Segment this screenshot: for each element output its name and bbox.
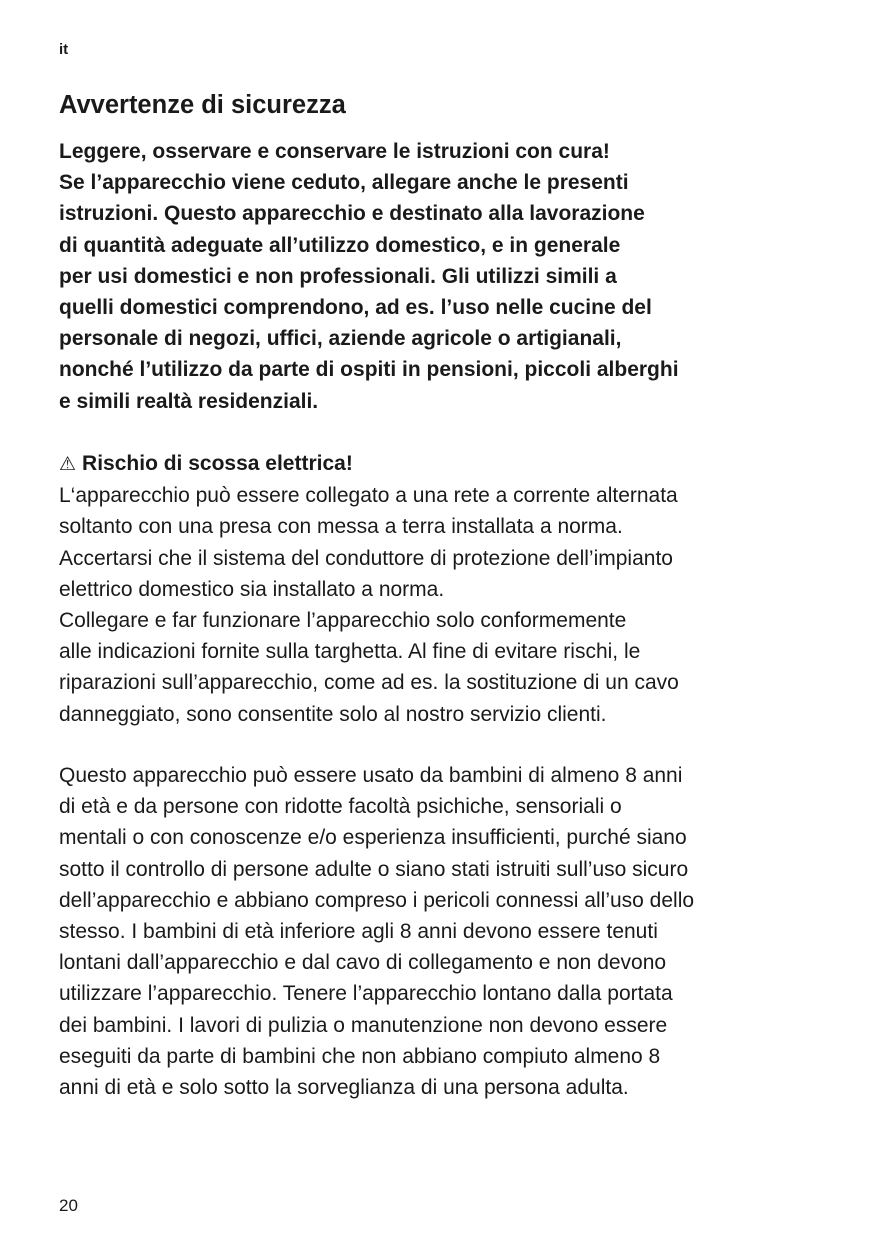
children-line: dei bambini. I lavori di pulizia o manutenzione non devono essere: [59, 1013, 668, 1037]
intro-line: per usi domestici e non professionali. Gli utilizzi simili a: [59, 264, 617, 288]
warning-triangle-icon: ⚠: [59, 453, 77, 475]
children-line: dell’apparecchio e abbiano compreso i pericoli connessi all’uso dello: [59, 888, 695, 912]
intro-line: e simili realtà residenziali.: [59, 389, 319, 413]
children-safety-paragraph: [59, 760, 849, 1103]
intro-line: istruzioni. Questo apparecchio e destinato alla lavorazione: [59, 202, 645, 226]
warning-line: L‘apparecchio può essere collegato a una rete a corrente alternata: [59, 484, 678, 508]
children-line: eseguiti da parte di bambini che non abbiano compiuto almeno 8: [59, 1044, 661, 1068]
intro-line: quelli domestici comprendono, ad es. l’uso nelle cucine del: [59, 296, 652, 320]
children-line: utilizzare l’apparecchio. Tenere l’apparecchio lontano dalla portata: [59, 982, 673, 1006]
children-line: lontani dall’apparecchio e dal cavo di collegamento e non devono: [59, 951, 667, 975]
intro-line: di quantità adeguate all’utilizzo domestico, e in generale: [59, 233, 621, 257]
page-title: Avvertenze di sicurezza: [59, 91, 346, 119]
children-line: sotto il controllo di persone adulte o siano stati istruiti sull’uso sicuro: [59, 857, 689, 881]
page-number: 20: [59, 1196, 78, 1215]
intro-line: nonché l’utilizzo da parte di ospiti in pensioni, piccoli alberghi: [59, 358, 679, 382]
children-line: stesso. I bambini di età inferiore agli 8 anni devono essere tenuti: [59, 920, 658, 944]
warning-heading-text: Rischio di scossa elettrica!: [82, 452, 353, 475]
intro-line: Se l’apparecchio viene ceduto, allegare anche le presenti: [59, 171, 629, 195]
children-line: Questo apparecchio può essere usato da bambini di almeno 8 anni: [59, 764, 683, 787]
warning-line: elettrico domestico sia installato a norma.: [59, 577, 445, 601]
intro-line: Leggere, osservare e conservare le istruzioni con cura!: [59, 140, 610, 163]
warning-heading: [59, 448, 849, 480]
language-tag: it: [59, 41, 69, 58]
warning-line: danneggiato, sono consentite solo al nostro servizio clienti.: [59, 702, 607, 726]
children-line: mentali o con conoscenze e/o esperienza insufficienti, purché siano: [59, 826, 687, 850]
electric-shock-warning-section: [59, 448, 849, 730]
warning-line: alle indicazioni fornite sulla targhetta. Al fine di evitare rischi, le: [59, 640, 641, 664]
intro-line: personale di negozi, uffici, aziende agricole o artigianali,: [59, 327, 622, 351]
children-line: anni di età e solo sotto la sorveglianza di una persona adulta.: [59, 1076, 629, 1100]
intro-paragraph: [59, 136, 849, 417]
warning-line: Collegare e far funzionare l’apparecchio solo conformemente: [59, 609, 627, 633]
children-line: di età e da persone con ridotte facoltà psichiche, sensoriali o: [59, 795, 622, 819]
warning-line: soltanto con una presa con messa a terra installata a norma.: [59, 515, 623, 539]
warning-line: Accertarsi che il sistema del conduttore di protezione dell’impianto: [59, 546, 673, 570]
warning-line: riparazioni sull’apparecchio, come ad es. la sostituzione di un cavo: [59, 671, 679, 695]
